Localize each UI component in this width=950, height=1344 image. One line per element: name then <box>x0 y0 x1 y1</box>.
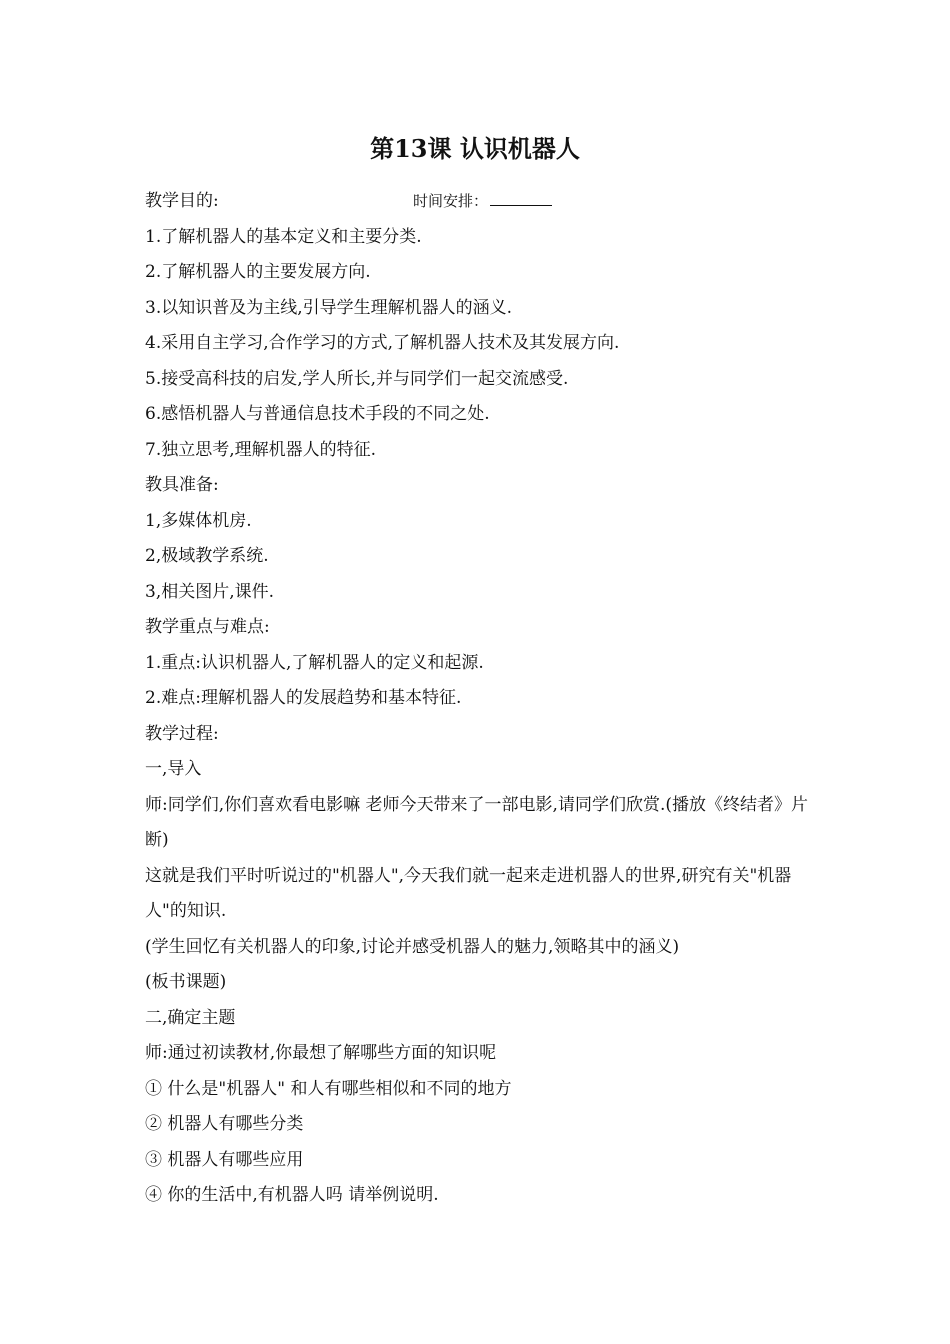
header-row <box>145 184 813 220</box>
document-line: ① 什么是"机器人" 和人有哪些相似和不同的地方 <box>145 1078 512 1099</box>
document-line: 师:通过初读教材,你最想了解哪些方面的知识呢 <box>145 1043 497 1063</box>
document-line: 师:同学们,你们喜欢看电影嘛 老师今天带来了一部电影,请同学们欣赏.(播放《终结者》片断) <box>145 794 808 850</box>
document-line: 一,导入 <box>145 759 202 779</box>
document-line: (学生回忆有关机器人的印象,讨论并感受机器人的魅力,领略其中的涵义) <box>145 936 680 957</box>
objectives-label: 教学目的: <box>145 191 219 211</box>
document-line: 4.采用自主学习,合作学习的方式,了解机器人技术及其发展方向. <box>145 333 620 353</box>
document-line: 3.以知识普及为主线,引导学生理解机器人的涵义. <box>145 297 513 318</box>
document-line: 这就是我们平时听说过的"机器人",今天我们就一起来走进机器人的世界,研究有关"机器人"的知识. <box>145 865 792 921</box>
document-line: 二,确定主题 <box>145 1007 236 1028</box>
time-blank-line <box>490 191 552 206</box>
document-line: 2.了解机器人的主要发展方向. <box>145 262 371 282</box>
document-line: 7.独立思考,理解机器人的特征. <box>145 439 377 460</box>
document-line: ④ 你的生活中,有机器人吗 请举例说明. <box>145 1185 439 1205</box>
document-line: 教具准备: <box>145 475 219 495</box>
document-line: ③ 机器人有哪些应用 <box>145 1149 304 1170</box>
document-line: ② 机器人有哪些分类 <box>145 1114 304 1134</box>
document-line: (板书课题) <box>145 972 227 992</box>
document-line: 1.了解机器人的基本定义和主要分类. <box>145 226 422 247</box>
document-body <box>145 184 813 1214</box>
document-line: 教学过程: <box>145 723 219 744</box>
time-label: 时间安排： <box>413 192 489 210</box>
document-line: 5.接受高科技的启发,学人所长,并与同学们一起交流感受. <box>145 368 569 389</box>
document-line: 2,极域教学系统. <box>145 546 269 566</box>
document-line: 1,多媒体机房. <box>145 510 252 531</box>
document-title: 第13课 认识机器人 <box>370 134 580 163</box>
document-line: 6.感悟机器人与普通信息技术手段的不同之处. <box>145 404 490 424</box>
document-line: 2.难点:理解机器人的发展趋势和基本特征. <box>145 688 462 708</box>
document-line: 教学重点与难点: <box>145 617 270 637</box>
time-arrangement <box>413 184 552 220</box>
document-line: 1.重点:认识机器人,了解机器人的定义和起源. <box>145 652 484 673</box>
document-lines <box>145 220 813 1214</box>
document-line: 3,相关图片,课件. <box>145 581 275 602</box>
